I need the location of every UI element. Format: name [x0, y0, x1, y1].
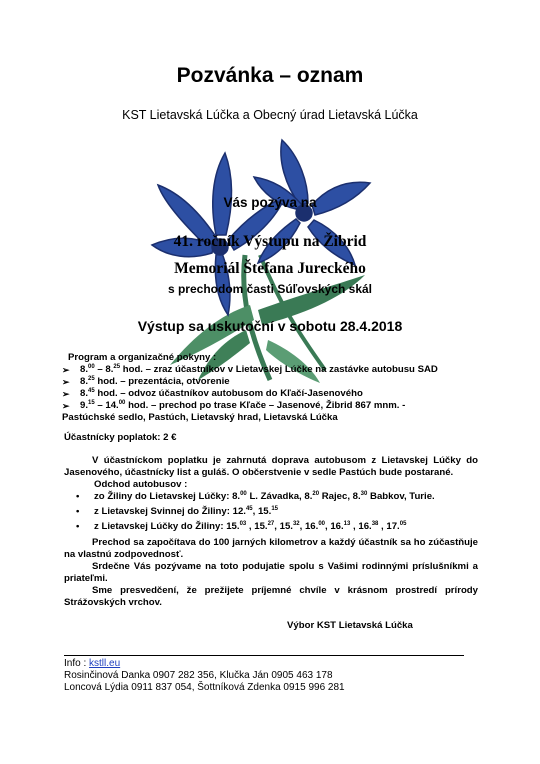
arrow-bullet-icon: ➢: [62, 377, 70, 387]
invitation-line: Vás pozýva na: [223, 195, 317, 210]
arrow-bullet-icon: ➢: [62, 389, 70, 399]
nature-note: Sme presvedčení, že prežijete príjemné chvíle v krásnom prostredí prírody Strážovských vrchov.: [64, 585, 478, 608]
distance-note: Prechod sa započítava do 100 jarných kilometrov a každý účastník sa ho zúčastňuje na vlastnú zodpovednosť.: [64, 537, 478, 560]
program-item: ➢ 8.25 hod. – prezentácia, otvorenie: [62, 375, 230, 387]
contact-info: Info : kstll.eu: [64, 658, 121, 669]
program-heading: Program a organizačné pokyny :: [68, 352, 217, 363]
program-item: ➢ 8.45 hod. – odvoz účastníkov autobusom do Kľačí-Jasenového: [62, 387, 363, 399]
committee-signature: Výbor KST Lietavská Lúčka: [287, 620, 413, 631]
fee-line: Účastnícky poplatok: 2 €: [64, 432, 177, 443]
event-memorial: Memoriál Štefana Jureckého: [174, 260, 366, 277]
event-title: 41. ročník Výstupu na Žibrid: [173, 233, 367, 250]
program-item: ➢ 9.15 – 14.00 hod. – prechod po trase Kľače – Jasenové, Žibrid 867 mnm. -: [62, 399, 406, 411]
event-subtitle: s prechodom časti Súľovských skál: [167, 282, 373, 296]
program-continuation: Pastúchské sedlo, Pastúch, Lietavský hrad, Lietavská Lúčka: [62, 412, 338, 423]
website-link[interactable]: kstll.eu: [89, 658, 121, 669]
organizers-line: KST Lietavská Lúčka a Obecný úrad Lietavská Lúčka: [122, 108, 418, 122]
bus-list: [70, 491, 490, 536]
bus-item: • zo Žiliny do Lietavskej Lúčky: 8.00 L. Závadka, 8.20 Rajec, 8.30 Babkov, Turie.: [76, 490, 435, 502]
fee-description: V účastníckom poplatku je zahrnutá doprava autobusom z Lietavskej Lúčky do Jasenového, účastnícky list a guláš. O občerstvenie v sedle Pastúch bude postarané.: [64, 455, 478, 478]
contact-line: Rosinčinová Danka 0907 282 356, Klučka Ján 0905 463 178: [64, 670, 333, 681]
page-title: Pozvánka – oznam: [176, 64, 364, 87]
bus-item: • z Lietavskej Lúčky do Žiliny: 15.03 , 15.27, 15.32, 16.00, 16.13 , 16.38 , 17.05: [76, 520, 407, 532]
bullet-dot-icon: •: [76, 521, 80, 532]
invitation-note: Srdečne Vás pozývame na toto podujatie spolu s Vašimi rodinnými príslušníkmi a priateľmi.: [64, 561, 478, 584]
bus-item: • z Lietavskej Svinnej do Žiliny: 12.45, 15.15: [76, 505, 278, 517]
program-item: ➢ 8.00 – 8.25 hod. – zraz účastníkov v Lietavskej Lúčke na zastávke autobusu SAD: [62, 363, 438, 375]
footer-divider: [64, 655, 464, 656]
bullet-dot-icon: •: [76, 506, 80, 517]
bullet-dot-icon: •: [76, 491, 80, 502]
bus-heading: Odchod autobusov :: [94, 479, 188, 490]
program-list: [62, 364, 462, 424]
event-date: Výstup sa uskutoční v sobotu 28.4.2018: [137, 318, 403, 334]
contact-line: Loncová Lýdia 0911 837 054, Šottníková Zdenka 0915 996 281: [64, 682, 345, 693]
arrow-bullet-icon: ➢: [62, 365, 70, 375]
arrow-bullet-icon: ➢: [62, 401, 70, 411]
